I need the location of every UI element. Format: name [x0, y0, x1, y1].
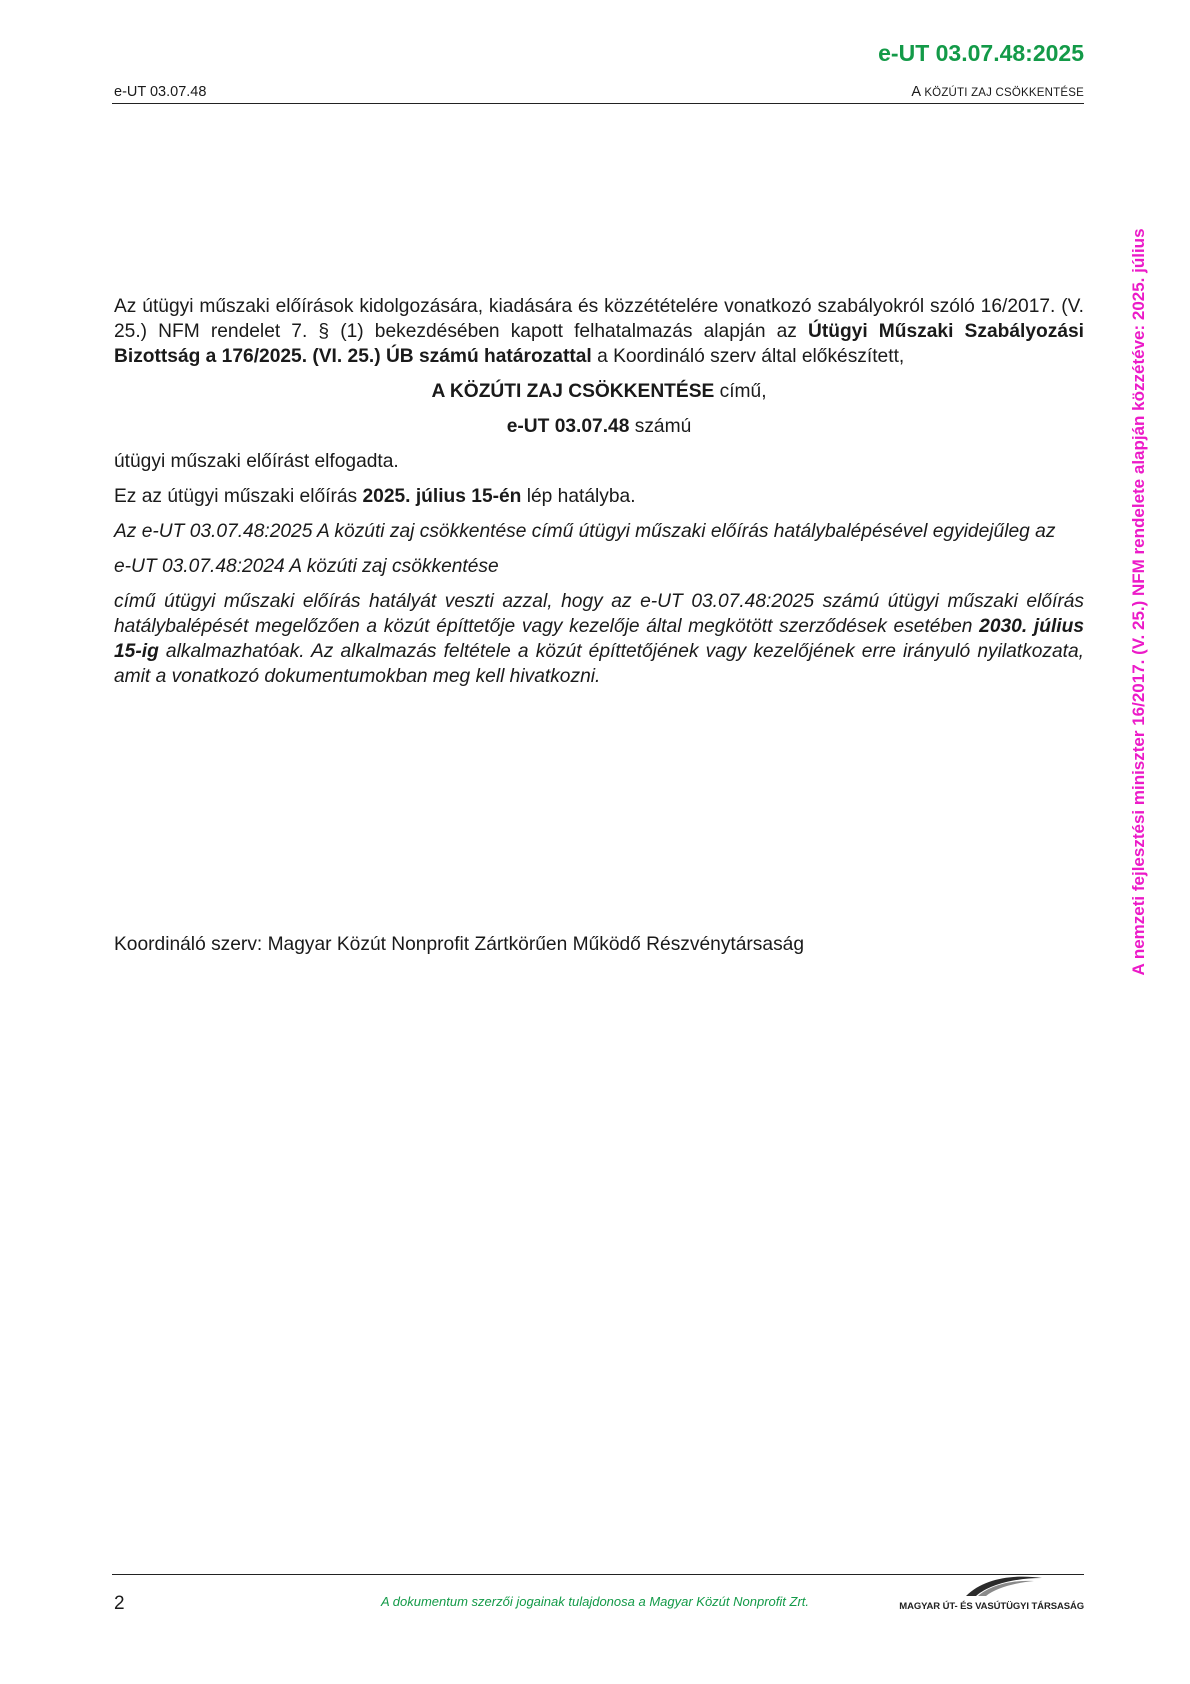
p1-text-a: Az útügyi műszaki előírások kidolgozására, kiadására és közzétételére vonatkozó szabályokról szóló 16/2017. (V. 25.) NFM rendelet 7. § (1) bekezdésében kapott felhatalmazás alapján az [114, 296, 1084, 342]
standard-code-line [114, 414, 1084, 439]
side-note-text: A nemzeti fejlesztési miniszter 16/2017. (V. 25.) NFM rendelete alapján közzétéve: 2025. július [1129, 228, 1148, 976]
p3-text-c: lép hatályba. [521, 486, 636, 507]
society-logo [899, 1572, 1084, 1612]
copyright-notice: A dokumentum szerzői jogainak tulajdonosa a Magyar Közút Nonprofit Zrt. [380, 1594, 809, 1609]
coordinator-line: Koordináló szerv: Magyar Közút Nonprofit Zártkörűen Működő Részvénytársaság [114, 934, 805, 955]
p6-text-a: című útügyi műszaki előírás hatályát veszti azzal, hogy az e-UT 03.07.48:2025 számú útügyi műszaki előírás hatálybalépését megelőzően a közút építtetője vagy kezelője által megkötött szerződések esetében [114, 591, 1084, 637]
standard-title-rest: című, [714, 381, 767, 402]
header-right-initial: A [911, 84, 921, 100]
page-number: 2 [114, 1593, 125, 1614]
header-right-title [911, 84, 1084, 100]
standard-code-bold: e-UT 03.07.48 [506, 416, 630, 437]
paragraph-transition [114, 589, 1084, 689]
effective-date-bold: 2025. július 15-én [362, 486, 522, 507]
header-left-code: e-UT 03.07.48 [114, 84, 207, 100]
paragraph-previous-standard: e-UT 03.07.48:2024 A közúti zaj csökkentése [114, 556, 499, 577]
standard-code-rest: számú [629, 416, 692, 437]
header-divider [112, 103, 1084, 104]
paragraph-supersedes: Az e-UT 03.07.48:2025 A közúti zaj csökkentése című útügyi műszaki előírás hatálybalépésével egyidejűleg az [114, 521, 1056, 542]
document-code-title: e-UT 03.07.48:2025 [878, 40, 1084, 66]
paragraph-effective-date [114, 484, 1084, 509]
p3-text-a: Ez az útügyi műszaki előírás [114, 486, 363, 507]
side-publication-note [1130, 158, 1148, 1046]
document-body [114, 294, 1084, 699]
paragraph-adopted: útügyi műszaki előírást elfogadta. [114, 451, 399, 472]
road-swoosh-icon [964, 1572, 1044, 1598]
paragraph-authorization [114, 294, 1084, 369]
header-right-rest: KÖZÚTI ZAJ CSÖKKENTÉSE [924, 87, 1084, 99]
transition-date-bold: 2030. július 15-ig [114, 616, 1084, 662]
p1-text-c: a Koordináló szerv által előkészített, [591, 346, 905, 367]
standard-title-bold: A KÖZÚTI ZAJ CSÖKKENTÉSE [431, 381, 715, 402]
p6-text-c: alkalmazhatóak. Az alkalmazás feltétele a közút építtetőjének vagy kezelőjének erre irányuló nyilatkozata, amit a vonatkozó dokumentumokban meg kell hivatkozni. [114, 641, 1084, 687]
p1-text-bold: Útügyi Műszaki Szabályozási Bizottság a 176/2025. (VI. 25.) ÚB számú határozattal [114, 321, 1084, 367]
standard-title-line [114, 379, 1084, 404]
logo-text: MAGYAR ÚT- ÉS VASÚTÜGYI TÁRSASÁG [899, 1601, 1084, 1612]
